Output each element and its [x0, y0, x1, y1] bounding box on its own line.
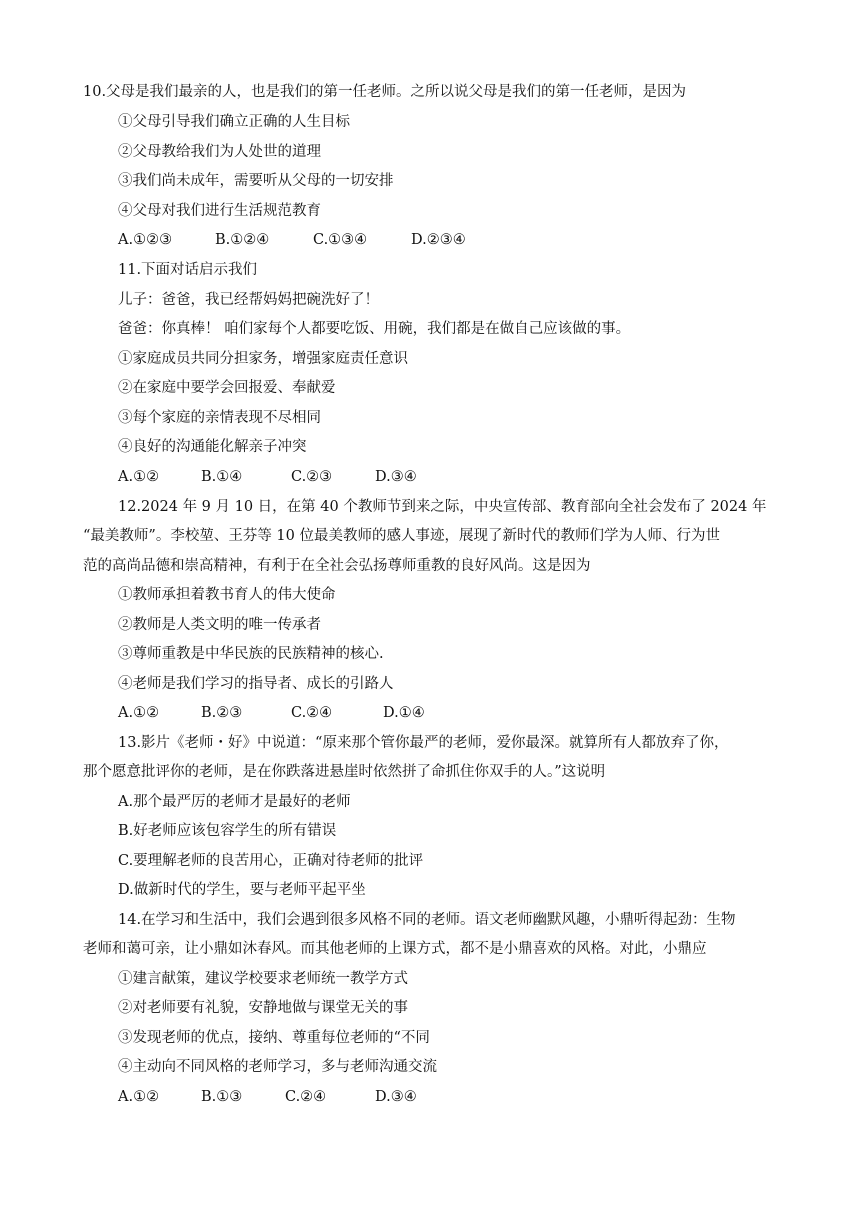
q10-option-a: A.①②③ — [118, 232, 173, 248]
q10-item-2: ②父母教给我们为人处世的道理 — [118, 144, 321, 160]
q11-item-4: ④良好的沟通能化解亲子冲突 — [118, 439, 307, 455]
q10-item-3: ③我们尚未成年，需要听从父母的一切安排 — [118, 173, 394, 189]
q14-item-1: ①建言献策，建议学校要求老师统一教学方式 — [118, 971, 408, 987]
question-14-stem-line-1: 14.在学习和生活中，我们会遇到很多风格不同的老师。语文老师幽默风趣，小鼎听得起劲：生物 — [118, 912, 736, 928]
q10-item-4: ④父母对我们进行生活规范教育 — [118, 203, 321, 219]
q11-dialog-dad: 爸爸：你真棒！ 咱们家每个人都要吃饭、用碗，我们都是在做自己应该做的事。 — [118, 321, 631, 337]
question-11-stem: 11.下面对话启示我们 — [118, 262, 258, 278]
question-12-stem-line-3: 范的高尚品德和崇高精神，有利于在全社会弘扬尊师重教的良好风尚。这是因为 — [83, 558, 591, 574]
q13-choice-c: C.要理解老师的良苦用心，正确对待老师的批评 — [118, 853, 424, 869]
q10-option-c: C.①③④ — [313, 232, 368, 248]
question-13-stem-line-1: 13.影片《老师・好》中说道：“原来那个管你最严的老师，爱你最深。就算所有人都放弃了你， — [118, 735, 729, 751]
q10-option-b: B.①②④ — [215, 232, 270, 248]
q12-option-a: A.①② — [118, 705, 160, 721]
q14-item-2: ②对老师要有礼貌，安静地做与课堂无关的事 — [118, 1000, 408, 1016]
q11-option-c: C.②③ — [291, 469, 333, 485]
question-14-stem-line-2: 老师和蔼可亲，让小鼎如沐春风。而其他老师的上课方式，都不是小鼎喜欢的风格。对此，小鼎应 — [83, 941, 707, 957]
q11-option-b: B.①④ — [201, 469, 243, 485]
q12-option-c: C.②④ — [291, 705, 333, 721]
q14-item-3: ③发现老师的优点，接纳、尊重每位老师的“不同 — [118, 1030, 430, 1046]
q11-item-2: ②在家庭中要学会回报爱、奉献爱 — [118, 380, 336, 396]
q12-item-3: ③尊师重教是中华民族的民族精神的核心. — [118, 646, 384, 662]
q12-item-2: ②教师是人类文明的唯一传承者 — [118, 617, 321, 633]
q13-choice-a: A.那个最严厉的老师才是最好的老师 — [118, 794, 351, 810]
q11-item-1: ①家庭成员共同分担家务，增强家庭责任意识 — [118, 351, 408, 367]
q12-item-4: ④老师是我们学习的指导者、成长的引路人 — [118, 676, 394, 692]
q14-option-b: B.①③ — [201, 1089, 243, 1105]
q10-option-d: D.②③④ — [411, 232, 466, 248]
q11-dialog-son: 儿子：爸爸，我已经帮妈妈把碗洗好了！ — [118, 292, 379, 308]
q13-choice-d: D.做新时代的学生，要与老师平起平坐 — [118, 882, 366, 898]
q10-item-1: ①父母引导我们确立正确的人生目标 — [118, 114, 350, 130]
q12-option-d: D.①④ — [383, 705, 425, 721]
question-12-stem-line-1: 12.2024 年 9 月 10 日，在第 40 个教师节到来之际，中央宣传部、教育部向全社会发布了 2024 年 — [118, 499, 767, 515]
q14-option-d: D.③④ — [375, 1089, 417, 1105]
q13-choice-b: B.好老师应该包容学生的所有错误 — [118, 823, 337, 839]
q12-item-1: ①教师承担着教书育人的伟大使命 — [118, 587, 336, 603]
q11-option-a: A.①② — [118, 469, 160, 485]
q14-option-a: A.①② — [118, 1089, 160, 1105]
q14-item-4: ④主动向不同风格的老师学习，多与老师沟通交流 — [118, 1059, 437, 1075]
question-12-stem-line-2: “最美教师”。李校堃、王芬等 10 位最美教师的感人事迹，展现了新时代的教师们学为人师、行为世 — [83, 528, 720, 544]
q14-option-c: C.②④ — [285, 1089, 327, 1105]
question-10-stem: 10.父母是我们最亲的人，也是我们的第一任老师。之所以说父母是我们的第一任老师，是因为 — [83, 84, 687, 100]
question-13-stem-line-2: 那个愿意批评你的老师，是在你跌落进悬崖时依然拼了命抓住你双手的人。”这说明 — [83, 764, 606, 780]
q11-item-3: ③每个家庭的亲情表现不尽相同 — [118, 410, 321, 426]
q11-option-d: D.③④ — [375, 469, 417, 485]
q12-option-b: B.②③ — [201, 705, 243, 721]
